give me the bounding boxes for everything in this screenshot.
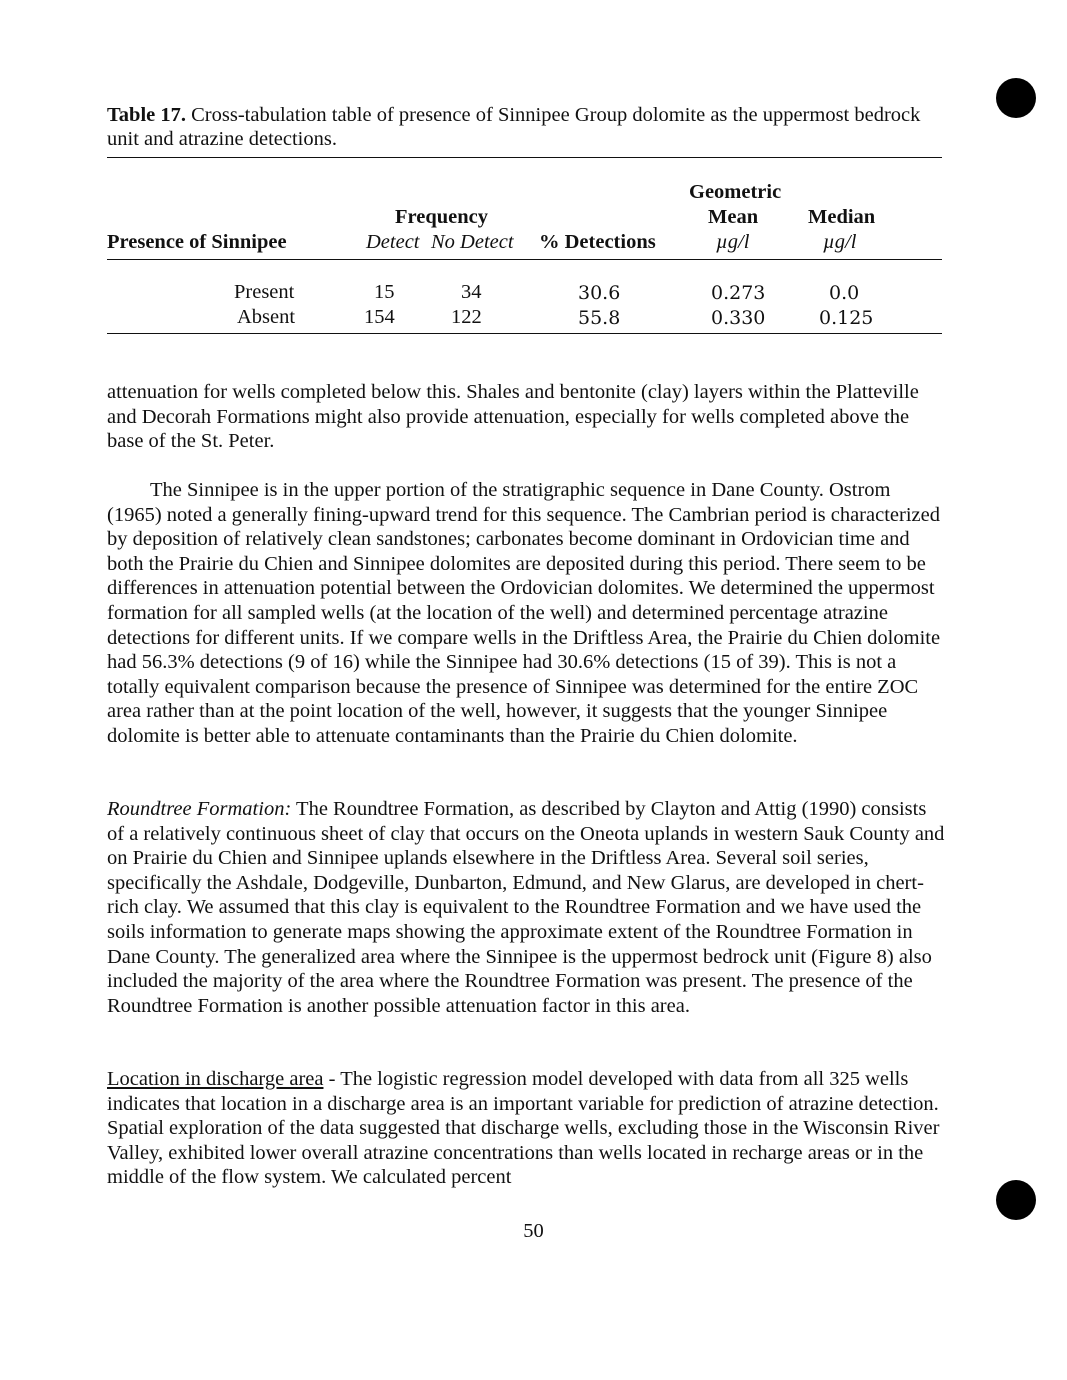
- row-absent-no-detect: 122: [451, 306, 482, 328]
- table-caption-text: Cross-tabulation table of presence of Sinnipee Group dolomite as the uppermost bedrock unit and atrazine detections.: [107, 104, 921, 150]
- row-present-detect: 15: [374, 281, 395, 303]
- table-header-rule: [107, 259, 942, 260]
- page-number: 50: [523, 1220, 544, 1242]
- table-caption: [107, 103, 937, 151]
- punch-hole-top: [996, 78, 1036, 118]
- discharge-heading: Location in discharge area: [107, 1068, 324, 1090]
- row-present-pct: 30.6: [578, 282, 621, 304]
- roundtree-heading: Roundtree Formation:: [107, 798, 292, 820]
- row-present-median: 0.0: [829, 282, 860, 304]
- roundtree-text: The Roundtree Formation, as described by Clayton and Attig (1990) consists of a relatively continuous sheet of clay that occurs on the Oneota uplands in western Sauk County and on Prairie du Chien and Sinnipee uplands elsewhere in the Driftless Area. Several soil series, specifically the Ashdale, Dodgeville, Dunbarton, Edmund, and New Glarus, are developed in chert-rich clay. We assumed that this clay is equivalent to the Roundtree Formation and we have used the soils information to generate maps showing the approximate extent of the Roundtree Formation in Dane County. The generalized area where the Sinnipee is the uppermost bedrock unit (Figure 8) also included the majority of the area where the Roundtree Formation was present. The presence of the Roundtree Formation is another possible attenuation factor in this area.: [107, 798, 945, 1017]
- header-detect: Detect: [366, 231, 420, 253]
- paragraph-discharge: [107, 1067, 947, 1190]
- punch-hole-bottom: [996, 1180, 1036, 1220]
- row-absent-pct: 55.8: [578, 307, 621, 329]
- paragraph-roundtree: [107, 797, 947, 1018]
- paragraph-sinnipee-text: The Sinnipee is in the upper portion of the stratigraphic sequence in Dane County. Ostrom (1965) noted a generally fining-upward trend for this sequence. The Cambrian period is characterized by deposition of relatively clean sandstones; carbonates become dominant in Ordovician time and both the Prairie du Chien and Sinnipee dolomites are deposited during this period. There seem to be differences in attenuation potential between the Ordovician dolomites. We determined the uppermost formation for all sampled wells (at the location of the well) and determined percentage atrazine detections for different units. If we compare wells in the Driftless Area, the Prairie du Chien dolomite had 56.3% detections (9 of 16) while the Sinnipee had 30.6% detections (15 of 39). This is not a totally equivalent comparison because the presence of Sinnipee was determined for the entire ZOC area rather than at the point location of the well, however, it suggests that the younger Sinnipee dolomite is better able to attenuate contaminants than the Prairie du Chien dolomite.: [107, 479, 941, 747]
- header-frequency: Frequency: [395, 206, 489, 228]
- header-median: Median: [808, 206, 876, 228]
- header-no-detect: No Detect: [431, 231, 514, 253]
- paragraph-sinnipee: [107, 478, 947, 749]
- header-median-unit: µg/l: [823, 231, 857, 253]
- header-pct-detections: % Detections: [539, 231, 656, 253]
- row-absent-median: 0.125: [819, 307, 874, 329]
- row-present-no-detect: 34: [461, 281, 482, 303]
- row-absent-label: Absent: [237, 306, 296, 328]
- row-absent-mean: 0.330: [711, 307, 766, 329]
- header-presence: Presence of Sinnipee: [107, 231, 287, 253]
- header-mean-unit: µg/l: [716, 231, 750, 253]
- discharge-text: - The logistic regression model developed with data from all 325 wells indicates that location in a discharge area is an important variable for prediction of atrazine detection. Spatial exploration of the data suggested that discharge wells, excluding those in the Wisconsin River Valley, exhibited lower overall atrazine concentrations than wells located in recharge areas or in the middle of the flow system. We calculated percent: [107, 1068, 940, 1189]
- header-geometric: Geometric: [689, 181, 782, 203]
- row-present-label: Present: [234, 281, 295, 303]
- header-mean: Mean: [708, 206, 759, 228]
- table-caption-label: Table 17.: [107, 104, 186, 126]
- table-top-rule: [107, 157, 942, 158]
- row-absent-detect: 154: [364, 306, 395, 328]
- paragraph-attenuation: attenuation for wells completed below this. Shales and bentonite (clay) layers within the Platteville and Decorah Formations might also provide attenuation, especially for wells completed above the base of the St. Peter.: [107, 381, 919, 453]
- row-present-mean: 0.273: [711, 282, 766, 304]
- table-bottom-rule: [107, 333, 942, 334]
